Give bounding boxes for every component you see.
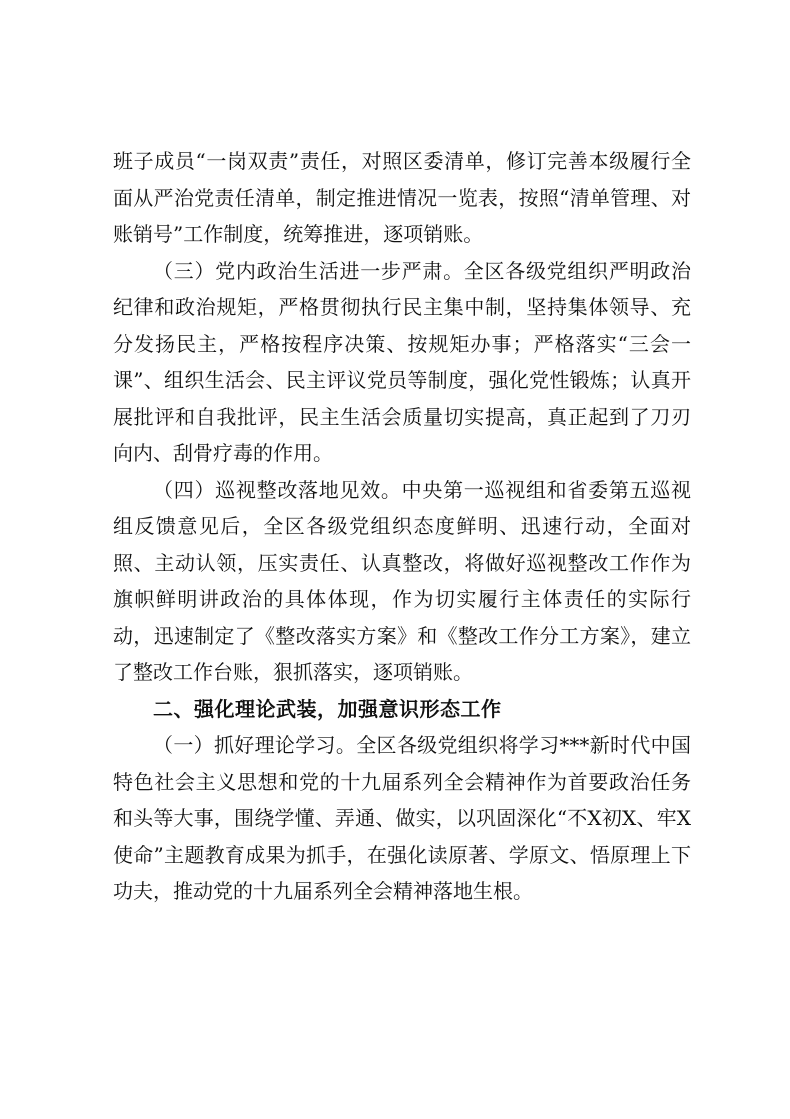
paragraph-section-3: （三）党内政治生活进一步严肃。全区各级党组织严明政治纪律和政治规矩，严格贯彻执行民主集中制，坚持集体领导、充分发扬民主，严格按程序决策、按规矩办事；严格落实“三会一课”、组织生活会、民主评议党员等制度，强化党性锻炼；认真开展批评和自我批评，民主生活会质量切实提高，真正起到了刀刃向内、刮骨疗毒的作用。 xyxy=(113,258,691,465)
paragraph-section-4: （四）巡视整改落地见效。中央第一巡视组和省委第五巡视组反馈意见后，全区各级党组织态度鲜明、迅速行动，全面对照、主动认领，压实责任、认真整改，将做好巡视整改工作作为旗帜鲜明讲政治的具体体现，作为切实履行主体责任的实际行动，迅速制定了《整改落实方案》和《整改工作分工方案》，建立了整改工作台账，狠抓落实，逐项销账。 xyxy=(113,477,691,684)
paragraph-continuation: 班子成员“一岗双责”责任，对照区委清单，修订完善本级履行全面从严治党责任清单，制定推进情况一览表，按照“清单管理、对账销号”工作制度，统筹推进，逐项销账。 xyxy=(113,149,691,246)
paragraph-theory-study: （一）抓好理论学习。全区各级党组织将学习***新时代中国特色社会主义思想和党的十九届系列全会精神作为首要政治任务和头等大事，围绕学懂、弄通、做实，以巩固深化“不X初X、牢X使命”主题教育成果为抓手，在强化读原著、学原文、悟原理上下功夫，推动党的十九届系列全会精神落地生根。 xyxy=(113,733,691,903)
section-heading: 二、强化理论武装，加强意识形态工作 xyxy=(153,696,502,721)
document-body xyxy=(113,143,691,910)
